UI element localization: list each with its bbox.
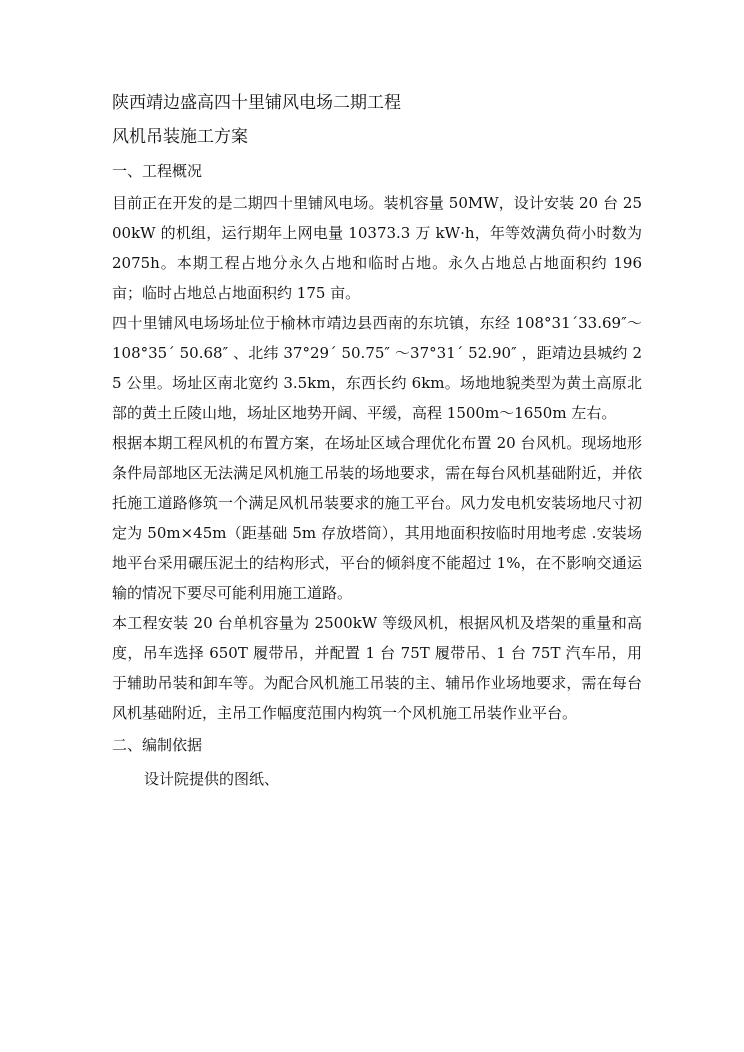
section-heading-overview: 一、工程概况 <box>112 162 203 180</box>
paragraph-layout: 根据本期工程风机的布置方案，在场址区域合理优化布置 20 台风机。现场地形条件局部地区无法满足风机施工吊装的场地要求，需在每台风机基础附近，并依托施工道路修筑一个满足风机吊装要求的施工平台。风力发电机安装场地尺寸初定为 50m×45m（距基础 5m 存放塔筒），其用地面积按临时用地考虑 .安装场地平台采用碾压泥土的结构形式，平台的倾斜度不能超过 1%，在不影响交通运输的情况下要尽可能利用施工道路。 <box>112 434 642 602</box>
section-heading-basis: 二、编制依据 <box>112 736 203 754</box>
paragraph-capacity: 目前正在开发的是二期四十里铺风电场。装机容量 50MW，设计安装 20 台 2500kW 的机组，运行期年上网电量 10373.3 万 kW·h，年等效满负荷小时数为 2075h。本期工程占地分永久占地和临时占地。永久占地总占地面积约 196 亩；临时占地总占地面积约 175 亩。 <box>112 194 642 302</box>
paragraph-cranes: 本工程安装 20 台单机容量为 2500kW 等级风机，根据风机及塔架的重量和高度，吊车选择 650T 履带吊，并配置 1 台 75T 履带吊、1 台 75T 汽车吊，用于辅助吊装和卸车等。为配合风机施工吊装的主、辅吊作业场地要求，需在每台风机基础附近，主吊工作幅度范围内构筑一个风机施工吊装作业平台。 <box>112 614 642 722</box>
basis-item: 设计院提供的图纸、 <box>144 770 280 788</box>
document-subtitle: 风机吊装施工方案 <box>112 127 248 147</box>
document-title: 陕西靖边盛高四十里铺风电场二期工程 <box>112 93 401 113</box>
paragraph-location: 四十里铺风电场场址位于榆林市靖边县西南的东坑镇，东经 108°31´33.69″～108°35´ 50.68″ 、北纬 37°29´ 50.75″ ～37°31´ 52.90″ ，距靖边县城约 25 公里。场址区南北宽约 3.5km，东西长约 6km。场地地貌类型为黄土高原北部的黄土丘陵山地，场址区地势开阔、平缓，高程 1500m～1650m 左右。 <box>112 314 642 422</box>
document-body <box>112 86 642 796</box>
